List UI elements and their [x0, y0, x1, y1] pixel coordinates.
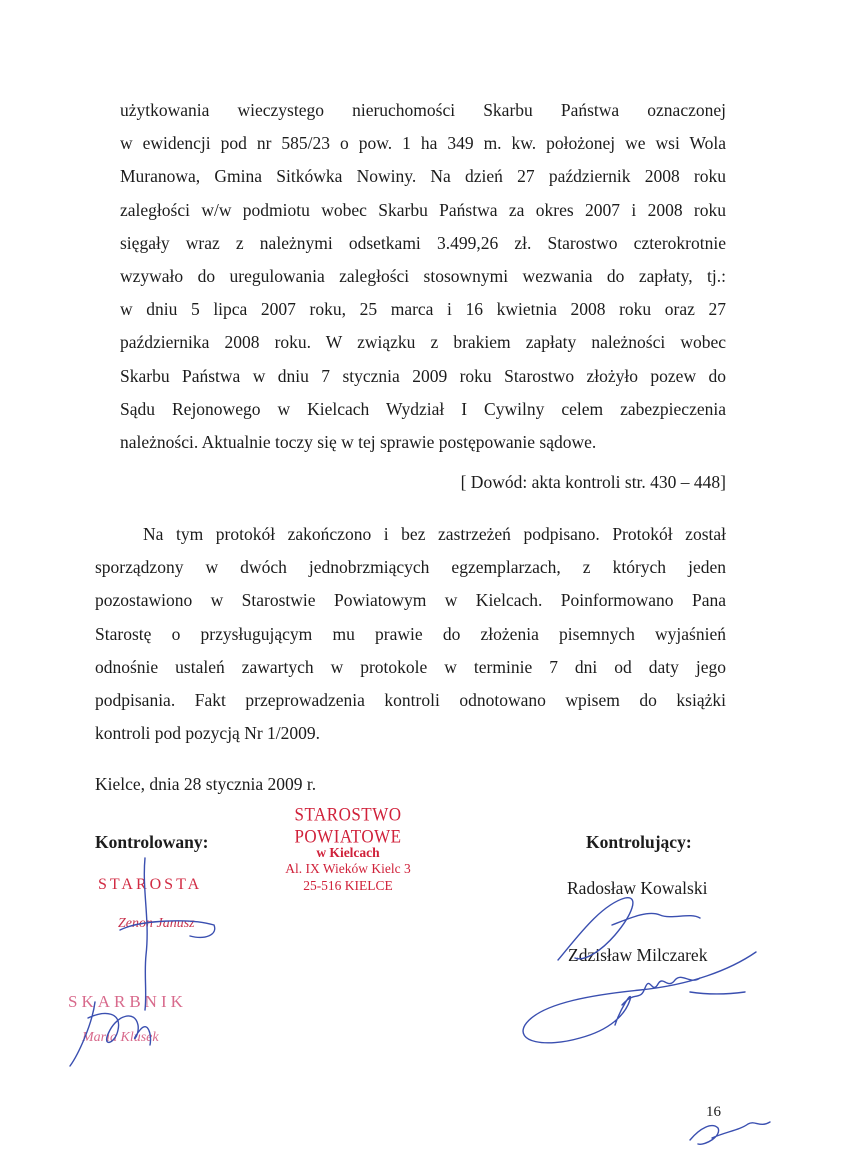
text-line: pozostawiono w Starostwie Powiatowym w Kielcach. Poinformowano Pana — [95, 590, 726, 611]
skarbnik-stamp-name: Maria Klusek — [82, 1030, 159, 1045]
office-stamp-line1: STAROSTWO POWIATOWE — [294, 804, 402, 847]
evidence-reference: [ Dowód: akta kontroli str. 430 – 448] — [460, 472, 726, 492]
text-line: w ewidencji pod nr 585/23 o pow. 1 ha 349 m. kw. położonej we wsi Wola — [120, 133, 726, 154]
starosta-stamp-name: Zenon Janusz — [118, 916, 195, 931]
page-initials-icon — [690, 1122, 770, 1144]
text-line: w dniu 5 lipca 2007 roku, 25 marca i 16 kwietnia 2008 roku oraz 27 — [120, 299, 726, 320]
place-and-date: Kielce, dnia 28 stycznia 2009 r. — [95, 774, 317, 794]
inspector-name-1: Radosław Kowalski — [567, 878, 708, 898]
text-line: kontroli pod pozycją Nr 1/2009. — [95, 723, 321, 744]
text-line: Muranowa, Gmina Sitkówka Nowiny. Na dzień 27 październik 2008 roku — [120, 166, 726, 187]
paragraph-closing — [95, 518, 726, 750]
text-line: odnośnie ustaleń zawartych w protokole w terminie 7 dni od daty jego — [95, 656, 726, 677]
text-line: wzywało do uregulowania zaległości stosownymi wezwania do zapłaty, tj.: — [120, 265, 726, 286]
office-stamp — [250, 806, 446, 894]
text-line: Skarbu Państwa w dniu 7 stycznia 2009 roku Starostwo złożyło pozew do — [120, 365, 726, 386]
audited-party-label: Kontrolowany: — [95, 832, 209, 852]
text-line: należności. Aktualnie toczy się w tej sprawie postępowanie sądowe. — [120, 431, 597, 452]
page-number: 16 — [706, 1104, 721, 1120]
paragraph-property-arrears — [120, 94, 726, 459]
text-line: Starostę o przysługującym mu prawie do złożenia pisemnych wyjaśnień — [95, 623, 726, 644]
office-stamp-line2: w Kielcach — [316, 845, 380, 860]
starosta-stamp-title: STAROSTA — [98, 876, 203, 893]
office-stamp-line4: 25-516 KIELCE — [303, 878, 393, 893]
text-line: użytkowania wieczystego nieruchomości Skarbu Państwa oznaczonej — [120, 100, 726, 120]
skarbnik-stamp-title: SKARBNIK — [68, 992, 187, 1011]
text-line: sięgały wraz z należnymi odsetkami 3.499,26 zł. Starostwo czterokrotnie — [120, 232, 726, 253]
text-line: Na tym protokół zakończono i bez zastrzeżeń podpisano. Protokół został — [143, 524, 726, 544]
text-line: zaległości w/w podmiotu wobec Skarbu Państwa za okres 2007 i 2008 roku — [120, 199, 726, 220]
text-line: października 2008 roku. W związku z brakiem zapłaty należności wobec — [120, 332, 726, 353]
text-line: podpisania. Fakt przeprowadzenia kontroli odnotowano wpisem do książki — [95, 689, 726, 710]
inspector-name-2: Zdzisław Milczarek — [568, 945, 708, 965]
office-stamp-line3: Al. IX Wieków Kielc 3 — [285, 861, 411, 876]
text-line: Sądu Rejonowego w Kielcach Wydział I Cywilny celem zabezpieczenia — [120, 398, 726, 419]
inspectors-label: Kontrolujący: — [586, 832, 692, 852]
text-line: sporządzony w dwóch jednobrzmiących egzemplarzach, z których jeden — [95, 557, 726, 578]
